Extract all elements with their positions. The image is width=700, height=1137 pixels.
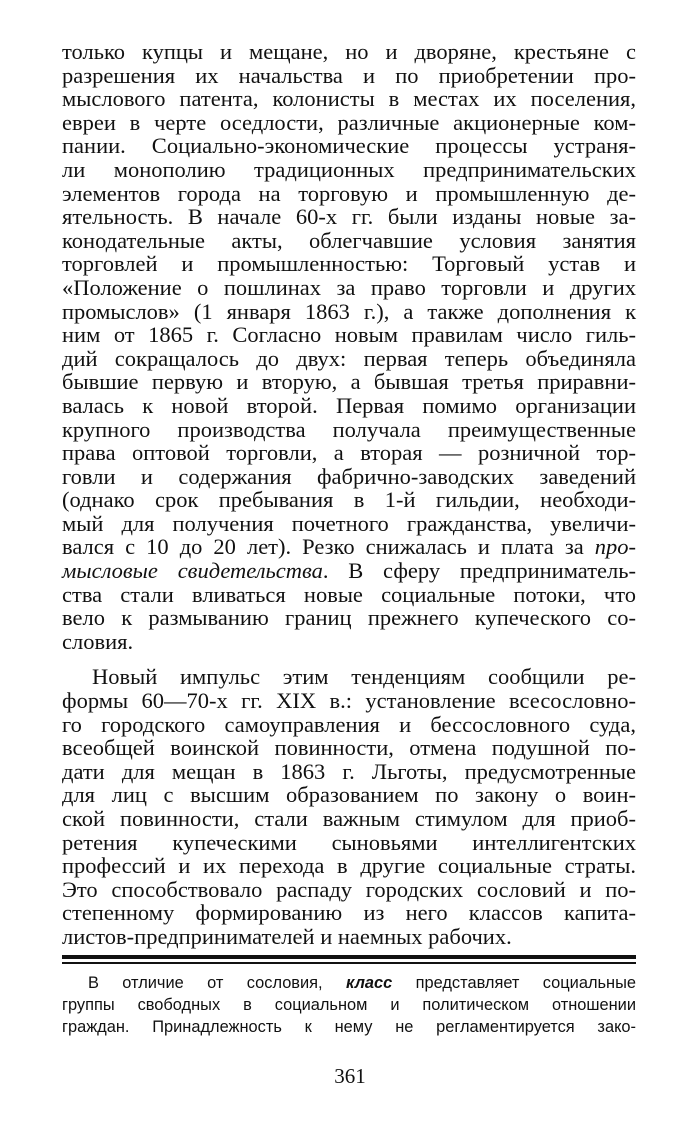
text-line: профессий и их перехода в другие социальные страты. <box>62 853 636 879</box>
text-line: говли и содержания фабрично-заводских заведений <box>62 463 636 489</box>
text-line: «Положение о пошлинах за право торговли и других <box>62 274 636 300</box>
note-line: группы свободных в социальном и политическом отношении <box>62 996 636 1014</box>
sidebar-note <box>62 972 636 1038</box>
text-run: . В сферу предприниматель- <box>322 558 637 584</box>
paragraph-1 <box>62 40 636 653</box>
text-line: промыслов» (1 января 1863 г.), а также дополнения к <box>62 298 636 324</box>
divider-thin <box>62 962 636 964</box>
text-line: степенному формированию из него классов капита- <box>62 900 636 926</box>
text-line <box>62 535 636 559</box>
text-line: конодательные акты, облегчавшие условия занятия <box>62 227 636 253</box>
text-line: бывшие первую и вторую, а бывшая третья приравни- <box>62 369 636 395</box>
text-line: ской повинности, стали важным стимулом для приоб- <box>62 806 636 831</box>
text-line: только купцы и мещане, но и дворяне, крестьяне с <box>62 39 636 64</box>
text-run: представляет социальные <box>392 974 636 992</box>
text-line: дати для мещан в 1863 г. Льготы, предусмотренные <box>62 758 636 784</box>
text-line: торговлей и промышленностью: Торговый устав и <box>62 251 636 277</box>
text-line: листов-предпринимателей и наемных рабочих. <box>62 923 512 949</box>
text-line: для лиц с высшим образованием по закону о воин- <box>62 782 636 808</box>
text-line: ства стали вливаться новые социальные потоки, что <box>62 581 636 607</box>
text-line: ним от 1865 г. Согласно новым правилам число гиль- <box>62 322 636 348</box>
text-line: Новый импульс этим тенденциям сообщили ре- <box>92 664 636 690</box>
text-line: права оптовой торговли, а вторая — розничной тор- <box>62 440 636 466</box>
text-line: пании. Социально-экономические процессы устраня- <box>62 133 636 159</box>
divider-thick <box>62 955 636 959</box>
text-line: валась к новой второй. Первая помимо организации <box>62 392 636 418</box>
note-line <box>62 972 636 994</box>
text-line: ятельность. В начале 60-х гг. были изданы новые за- <box>62 204 636 230</box>
italic-term: мысловые свидетельства <box>62 558 323 584</box>
text-run: В отличие от сословия, <box>88 974 346 992</box>
page-number: 361 <box>334 1064 366 1088</box>
text-line: крупного производства получала преимущественные <box>62 416 636 442</box>
text-line: разрешения их начальства и по приобретении про- <box>62 62 636 88</box>
text-line: всеобщей воинской повинности, отмена подушной по- <box>62 735 636 761</box>
text-line: мый для получения почетного гражданства, увеличи- <box>62 510 636 536</box>
text-line: (однако срок пребывания в 1-й гильдии, необходи- <box>62 487 636 513</box>
main-text-block <box>62 40 636 949</box>
text-line: ретения купеческими сыновьями интеллигентских <box>62 829 636 855</box>
paragraph-2 <box>62 665 636 948</box>
text-run: вался с 10 до 20 лет). Резко снижалась и плата за <box>62 534 595 560</box>
text-line: словия. <box>62 628 134 654</box>
text-line <box>62 559 636 583</box>
note-line: граждан. Принадлежность к нему не регламентируется зако- <box>62 1018 636 1036</box>
text-line: формы 60—70-х гг. XIX в.: установление всесословно- <box>62 688 636 714</box>
text-line: ли монополию традиционных предпринимательских <box>62 156 636 182</box>
text-line: вело к размыванию границ прежнего купеческого со- <box>62 605 636 631</box>
text-line: евреи в черте оседлости, различные акционерные ком- <box>62 109 636 135</box>
text-line: го городского самоуправления и бессословного суда, <box>62 711 636 737</box>
text-line: дий сокращалось до двух: первая теперь объединяла <box>62 345 636 371</box>
text-line: мыслового патента, колонисты в местах их поселения, <box>62 86 636 112</box>
key-term: класс <box>345 974 393 992</box>
text-line: элементов города на торговую и промышленную де- <box>62 180 636 206</box>
text-line: Это способствовало распаду городских сословий и по- <box>62 876 636 902</box>
italic-term: про- <box>594 534 636 560</box>
